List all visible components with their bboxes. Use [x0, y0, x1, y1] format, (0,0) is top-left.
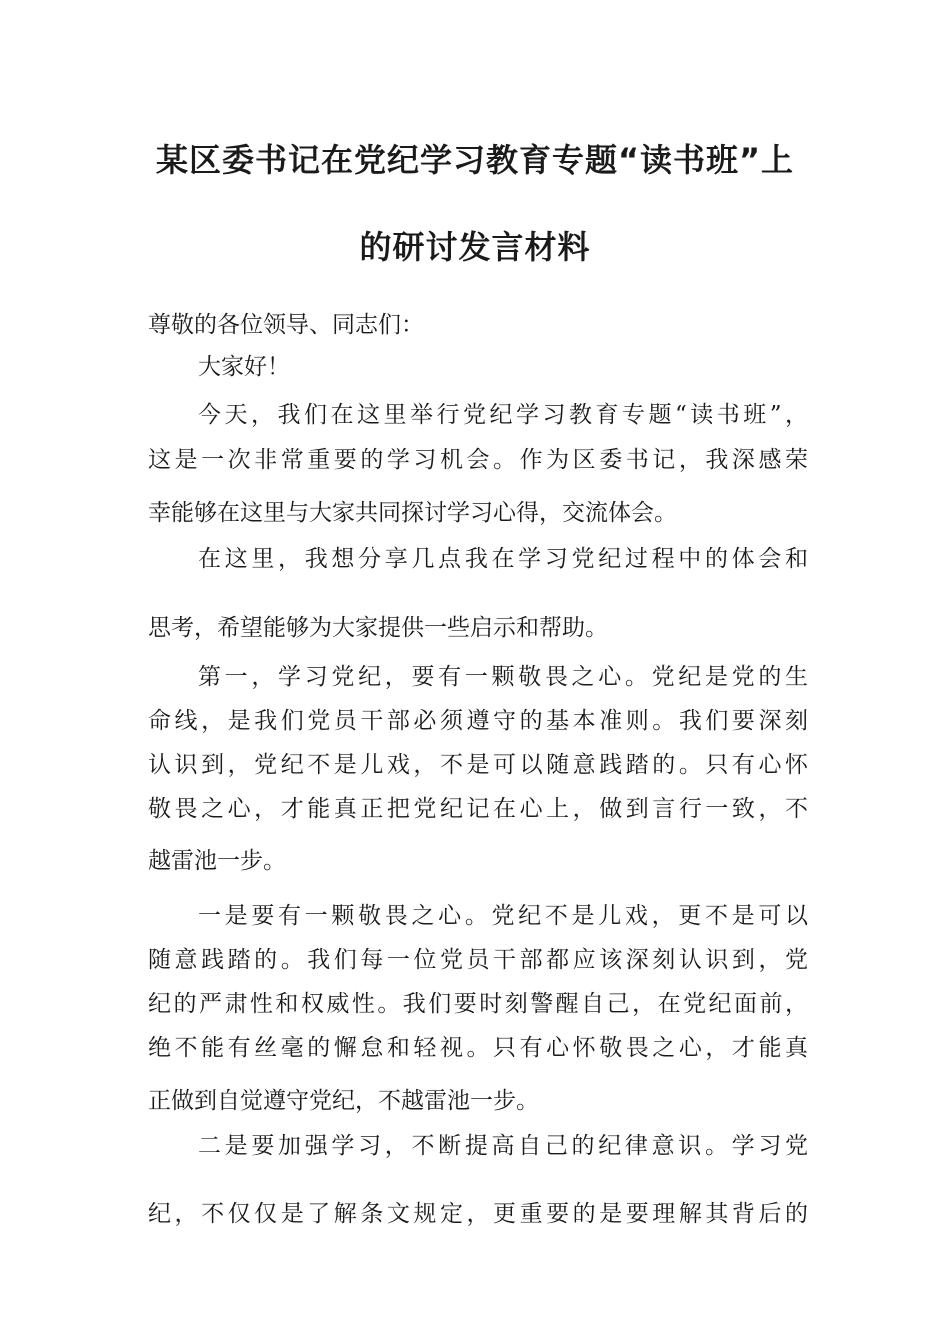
- paragraph-line: 随意践踏的。我们每一位党员干部都应该深刻认识到，党: [148, 947, 808, 973]
- salutation: 尊敬的各位领导、同志们：: [148, 312, 424, 338]
- paragraph-line: 第一，学习党纪，要有一颗敬畏之心。党纪是党的生: [198, 664, 808, 690]
- paragraph-line: 在这里，我想分享几点我在学习党纪过程中的体会和: [198, 546, 808, 572]
- paragraph-line: 纪，不仅仅是了解条文规定，更重要的是要理解其背后的: [148, 1201, 808, 1227]
- paragraph-line: 思考，希望能够为大家提供一些启示和帮助。: [148, 615, 608, 641]
- paragraph-line: 二是要加强学习，不断提高自己的纪律意识。学习党: [198, 1133, 808, 1159]
- document-title-line-1: 某区委书记在党纪学习教育专题“读书班”上: [155, 141, 795, 179]
- paragraph-line: 纪的严肃性和权威性。我们要时刻警醒自己，在党纪面前，: [148, 991, 808, 1017]
- paragraph-line: 敬畏之心，才能真正把党纪记在心上，做到言行一致，不: [148, 796, 808, 822]
- paragraph-line: 越雷池一步。: [148, 848, 286, 874]
- paragraph-line: 正做到自觉遵守党纪，不越雷池一步。: [148, 1088, 539, 1114]
- paragraph-line: 一是要有一颗敬畏之心。党纪不是儿戏，更不是可以: [198, 903, 808, 929]
- document-title-line-2: 的研讨发言材料: [359, 228, 591, 266]
- paragraph-line: 绝不能有丝毫的懈怠和轻视。只有心怀敬畏之心，才能真: [148, 1035, 808, 1061]
- paragraph-line: 今天，我们在这里举行党纪学习教育专题“读书班”，: [198, 402, 808, 428]
- paragraph-line: 认识到，党纪不是儿戏，不是可以随意践踏的。只有心怀: [148, 752, 808, 778]
- greeting: 大家好！: [198, 354, 290, 380]
- paragraph-line: 这是一次非常重要的学习机会。作为区委书记，我深感荣: [148, 447, 808, 473]
- paragraph-line: 幸能够在这里与大家共同探讨学习心得，交流体会。: [148, 500, 677, 526]
- paragraph-line: 命线，是我们党员干部必须遵守的基本准则。我们要深刻: [148, 708, 808, 734]
